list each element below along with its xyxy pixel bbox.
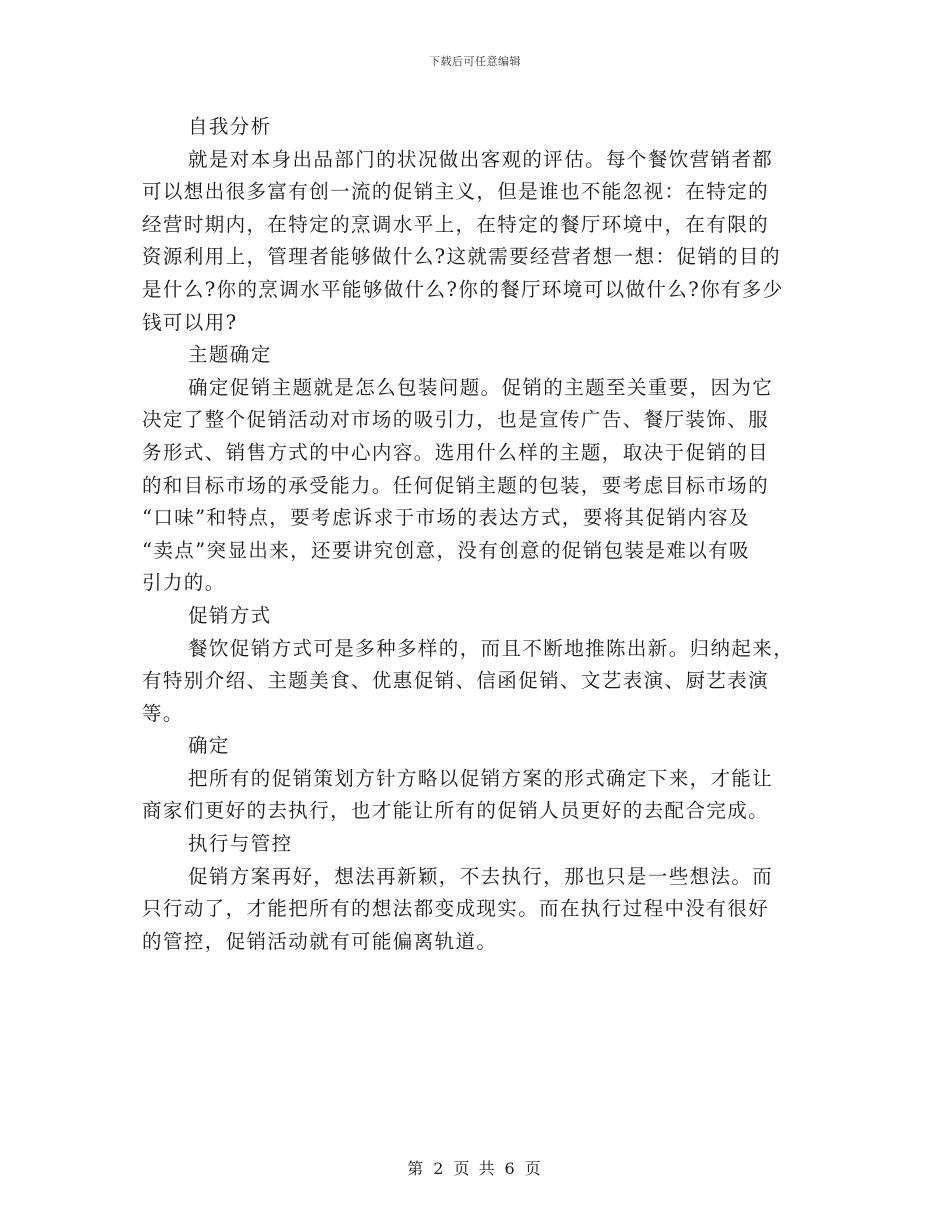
section-heading-confirm: 确定: [188, 734, 230, 758]
page-header: 下载后可任意编辑: [429, 55, 521, 68]
text-line: “卖点”突显出来，还要讲究创意，没有创意的促销包装是难以有吸: [142, 538, 750, 562]
text-line: 只行动了，才能把所有的想法都变成现实。而在执行过程中没有很好: [142, 897, 770, 921]
section-heading-self-analysis: 自我分析: [188, 115, 272, 138]
section-heading-theme: 主题确定: [188, 343, 272, 367]
text-line: 是什么?你的烹调水平能够做什么?你的餐厅环境可以做什么?你有多少: [142, 277, 784, 301]
text-line: 商家们更好的去执行，也才能让所有的促销人员更好的去配合完成。: [142, 799, 770, 823]
text-line: 等。: [142, 701, 184, 725]
total-page-count: 6: [504, 1159, 517, 1178]
document-body: [142, 111, 812, 958]
text-line: 把所有的促销策划方针方略以促销方案的形式确定下来，才能让: [188, 766, 774, 790]
text-line: 资源利用上，管理者能够做什么?这就需要经营者想一想：促销的目的: [142, 245, 781, 269]
text-line: 引力的。: [142, 571, 226, 595]
section-heading-execution: 执行与管控: [188, 832, 293, 856]
text-line: 钱可以用?: [142, 310, 238, 334]
page-number-footer: [0, 1156, 950, 1179]
text-line: 就是对本身出品部门的状况做出客观的评估。每个餐饮营销者都: [188, 147, 774, 171]
text-line: 可以想出很多富有创一流的促销主义，但是谁也不能忽视：在特定的: [142, 180, 770, 204]
text-line: 餐饮促销方式可是多种多样的，而且不断地推陈出新。归纳起来，: [188, 636, 795, 660]
paragraph-self-analysis: [142, 144, 812, 340]
text-line: 务形式、销售方式的中心内容。选用什么样的主题，取决于促销的目: [142, 440, 770, 464]
footer-suffix: 页: [524, 1159, 543, 1178]
paragraph-execution: [142, 861, 812, 959]
footer-middle: 页 共: [453, 1159, 497, 1178]
footer-prefix: 第: [407, 1159, 426, 1178]
current-page-number: 2: [433, 1159, 446, 1178]
text-line: 的管控，促销活动就有可能偏离轨道。: [142, 929, 498, 953]
text-line: 有特别介绍、主题美食、优惠促销、信函促销、文艺表演、厨艺表演: [142, 669, 770, 693]
text-line: 促销方案再好，想法再新颖，不去执行，那也只是一些想法。而: [188, 864, 774, 888]
text-line: 的和目标市场的承受能力。任何促销主题的包装，要考虑目标市场的: [142, 473, 770, 497]
text-line: 经营时期内，在特定的烹调水平上，在特定的餐厅环境中，在有限的: [142, 212, 770, 236]
text-line: 确定促销主题就是怎么包装问题。促销的主题至关重要，因为它: [188, 375, 774, 399]
text-line: 决定了整个促销活动对市场的吸引力，也是宣传广告、餐厅装饰、服: [142, 408, 770, 432]
paragraph-theme: [142, 372, 812, 600]
paragraph-promotion-methods: [142, 633, 812, 731]
paragraph-confirm: [142, 763, 812, 828]
section-heading-promotion-methods: 促销方式: [188, 603, 272, 627]
text-line: “口味”和特点，要考虑诉求于市场的表达方式，要将其促销内容及: [142, 506, 750, 530]
